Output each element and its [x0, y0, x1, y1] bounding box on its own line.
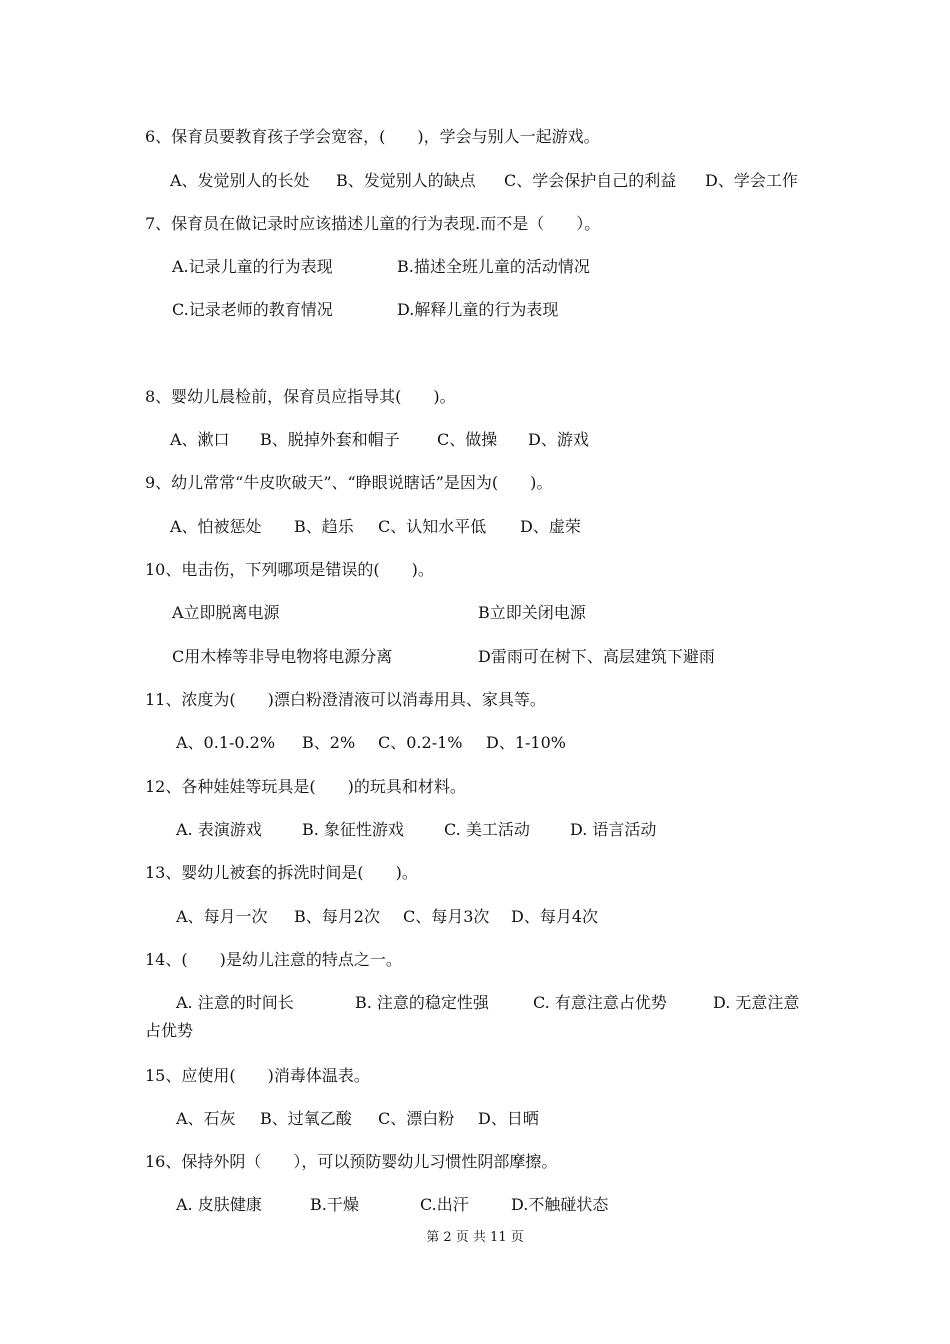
option-16c: C.出汗: [420, 1195, 469, 1214]
option-14d: D. 无意注意: [713, 993, 800, 1012]
option-12b: B. 象征性游戏: [302, 820, 404, 839]
option-9a: A、怕被惩处: [170, 517, 262, 536]
question-13: 13、婴幼儿被套的拆洗时间是( )。: [145, 863, 418, 882]
option-13d: D、每月4次: [511, 907, 599, 926]
question-10: 10、电击伤，下列哪项是错误的( )。: [145, 560, 434, 579]
option-7c: C.记录老师的教育情况: [172, 300, 333, 319]
option-12d: D. 语言活动: [570, 820, 657, 839]
option-6c: C、学会保护自己的利益: [504, 171, 677, 190]
option-16a: A. 皮肤健康: [176, 1195, 262, 1214]
option-13a: A、每月一次: [176, 907, 268, 926]
option-11d: D、1-10%: [486, 733, 566, 752]
option-8d: D、游戏: [528, 430, 589, 449]
question-15: 15、应使用( )消毒体温表。: [145, 1066, 370, 1085]
option-8c: C、做操: [437, 430, 498, 449]
question-7: 7、保育员在做记录时应该描述儿童的行为表现.而不是（ ）。: [145, 214, 601, 233]
option-12c: C. 美工活动: [444, 820, 530, 839]
option-9b: B、趋乐: [294, 517, 354, 536]
option-14c: C. 有意注意占优势: [533, 993, 667, 1012]
option-15c: C、漂白粉: [378, 1109, 455, 1128]
option-9c: C、认知水平低: [378, 517, 487, 536]
question-9: 9、幼儿常常“牛皮吹破天”、“睁眼说瞎话”是因为( )。: [145, 473, 553, 492]
option-10d: D雷雨可在树下、高层建筑下避雨: [478, 647, 715, 666]
option-7a: A.记录儿童的行为表现: [172, 257, 333, 276]
option-16b: B.干燥: [310, 1195, 359, 1214]
option-6a: A、发觉别人的长处: [170, 171, 310, 190]
option-13b: B、每月2次: [294, 907, 380, 926]
option-12a: A. 表演游戏: [176, 820, 262, 839]
option-16d: D.不触碰状态: [511, 1195, 609, 1214]
option-9d: D、虚荣: [520, 517, 581, 536]
page-number-footer: 第 2 页 共 11 页: [426, 1230, 524, 1245]
option-10b: B立即关闭电源: [478, 603, 586, 622]
option-11b: B、2%: [302, 733, 356, 752]
question-16: 16、保持外阴（ ），可以预防婴幼儿习惯性阴部摩擦。: [145, 1152, 558, 1171]
option-6d: D、学会工作: [705, 171, 798, 190]
option-10a: A立即脱离电源: [172, 603, 280, 622]
option-10c: C用木棒等非导电物将电源分离: [172, 647, 393, 666]
question-12: 12、各种娃娃等玩具是( )的玩具和材料。: [145, 777, 466, 796]
option-14a: A. 注意的时间长: [176, 993, 294, 1012]
option-7d: D.解释儿童的行为表现: [397, 300, 559, 319]
question-8: 8、婴幼儿晨检前，保育员应指导其( )。: [145, 387, 456, 406]
option-15a: A、石灰: [176, 1109, 236, 1128]
option-14d-continued: 占优势: [145, 1021, 194, 1040]
question-6: 6、保育员要教育孩子学会宽容，( )，学会与别人一起游戏。: [145, 127, 600, 146]
option-8b: B、脱掉外套和帽子: [260, 430, 400, 449]
option-14b: B. 注意的稳定性强: [355, 993, 489, 1012]
option-8a: A、漱口: [170, 430, 230, 449]
option-15d: D、日晒: [478, 1109, 539, 1128]
option-11c: C、0.2-1%: [378, 733, 463, 752]
option-13c: C、每月3次: [403, 907, 490, 926]
option-15b: B、过氧乙酸: [260, 1109, 352, 1128]
question-14: 14、( )是幼儿注意的特点之一。: [145, 950, 402, 969]
question-11: 11、浓度为( )漂白粉澄清液可以消毒用具、家具等。: [145, 690, 546, 709]
option-7b: B.描述全班儿童的活动情况: [397, 257, 590, 276]
option-6b: B、发觉别人的缺点: [336, 171, 476, 190]
option-11a: A、0.1-0.2%: [176, 733, 276, 752]
